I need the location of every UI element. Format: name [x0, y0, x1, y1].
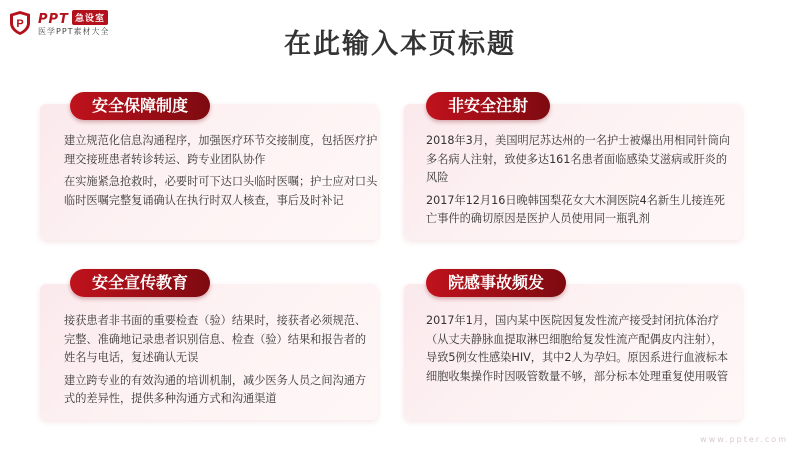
logo-brand-text: PPT	[38, 12, 69, 27]
card-paragraph: 建立跨专业的有效沟通的培训机制，减少医务人员之间沟通方式的差异性，提供多种沟通方式和沟通渠道	[64, 373, 367, 405]
svg-text:P: P	[16, 18, 24, 30]
card-paragraph: 建立规范化信息沟通程序，加强医疗环节交接制度，包括医疗护理交接班患者转诊转运、跨专业团队协作	[64, 134, 378, 166]
card-text-safety-system	[64, 132, 384, 214]
watermark: www.ppter.com	[700, 435, 788, 444]
card-paragraph: 2018年3月，美国明尼苏达州的一名护士被爆出用相同针筒向多名病人注射，致使多达161名患者面临感染艾滋病或肝炎的风险	[426, 134, 731, 184]
card-text-infection-accidents	[426, 312, 731, 390]
logo-subtitle: 医学PPT素材大全	[38, 27, 110, 36]
logo-brand-tag: 急设室	[72, 10, 108, 25]
card-paragraph: 2017年12月16日晚韩国梨花女大木洞医院4名新生儿接连死亡事件的确切原因是医护人员使用同一瓶乳剂	[426, 193, 725, 225]
card-tag-infection-accidents: 院感事故频发	[426, 269, 566, 297]
card-tag-safety-education: 安全宣传教育	[70, 269, 210, 297]
card-text-unsafe-injection	[426, 132, 731, 233]
card-paragraph: 接获患者非书面的重要检查（验）结果时，接获者必须规范、完整、准确地记录患者识别信息、检查（验）结果和报告者的姓名与电话，复述确认无误	[64, 314, 367, 364]
card-tag-unsafe-injection: 非安全注射	[426, 92, 550, 120]
page-title: 在此输入本页标题	[284, 29, 516, 60]
card-text-safety-education	[64, 312, 374, 413]
card-paragraph: 在实施紧急抢救时，必要时可下达口头临时医嘱；护士应对口头临时医嘱完整复诵确认在执行时双人核查，事后及时补记	[64, 175, 378, 207]
card-tag-safety-system: 安全保障制度	[70, 92, 210, 120]
card-paragraph: 2017年1月，国内某中医院因复发性流产接受封闭抗体治疗（从丈夫静脉血提取淋巴细胞给复发性流产配偶皮内注射），导致5例女性感染HIV，其中2人为孕妇。原因系进行血液标本细胞收集操作时因吸管数量不够，部分标本处理重复使用吸管	[426, 314, 729, 383]
